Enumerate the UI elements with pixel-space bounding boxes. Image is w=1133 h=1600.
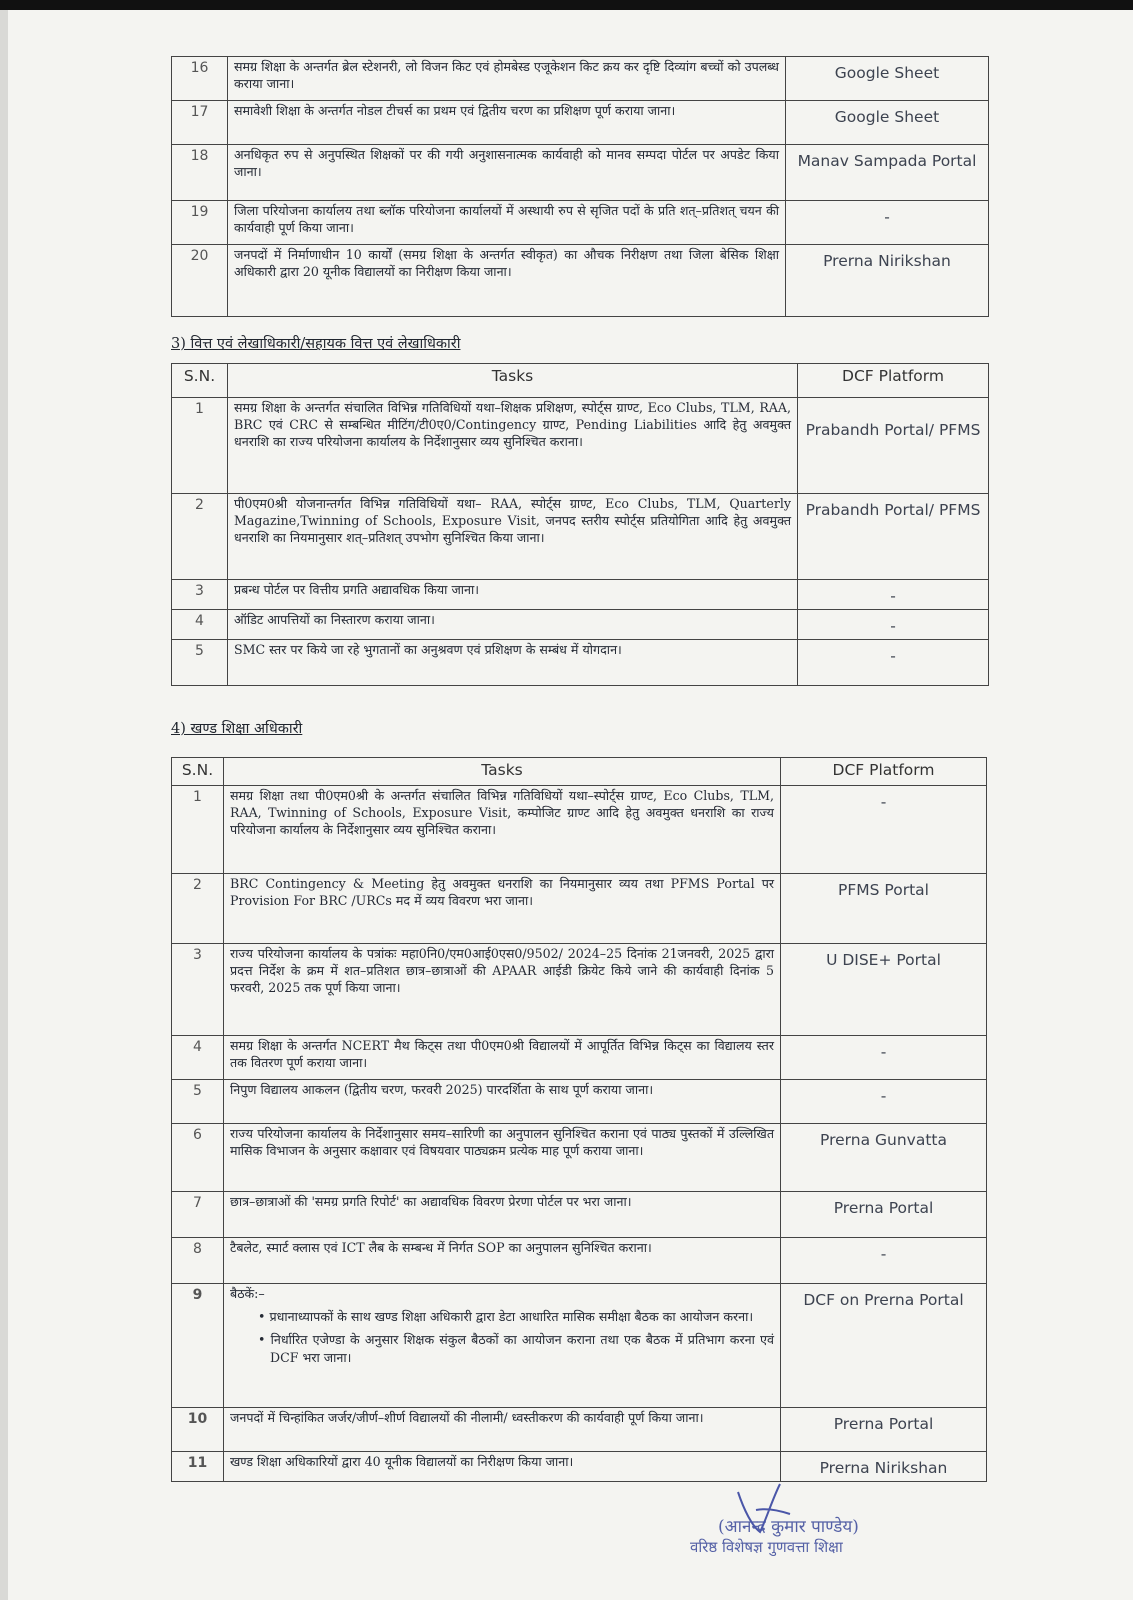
table-row (172, 580, 989, 610)
row-platform: PFMS Portal (781, 874, 987, 944)
header-sn: S.N. (172, 758, 224, 786)
row-task: निपुण विद्यालय आकलन (द्वितीय चरण, फरवरी 2025) पारदर्शिता के साथ पूर्ण कराया जाना। (224, 1080, 781, 1124)
header-platform: DCF Platform (781, 758, 987, 786)
row-platform: Prerna Nirikshan (781, 1452, 987, 1482)
table-row (172, 145, 989, 201)
row-number: 8 (172, 1238, 224, 1284)
row-number: 19 (172, 201, 228, 245)
row-platform: - (781, 1036, 987, 1080)
row-platform: - (798, 580, 989, 610)
row-platform: Prerna Portal (781, 1408, 987, 1452)
table-row (172, 640, 989, 686)
row-platform: - (781, 1080, 987, 1124)
table-row (172, 1452, 987, 1482)
table-row (172, 1284, 987, 1408)
row-task: छात्र–छात्राओं की 'समग्र प्रगति रिपोर्ट' का अद्यावधिक विवरण प्रेरणा पोर्टल पर भरा जाना। (224, 1192, 781, 1238)
scan-top-edge (0, 0, 1133, 10)
row-task: पी0एम0श्री योजनान्तर्गत विभिन्न गतिविधियों यथा– RAA, स्पोर्ट्स ग्राण्ट, Eco Clubs, TLM, Quarterly Magazine,Twinning of Schools, Exposure Visit, जनपद स्तरीय स्पोर्ट्स प्रतियोगिता आदि हेतु अवमुक्त धनराशि का नियमानुसार शत्–प्रतिशत् उपभोग सुनिश्चित किया जाना। (228, 494, 798, 580)
row-number: 6 (172, 1124, 224, 1192)
row-task: टैबलेट, स्मार्ट क्लास एवं ICT लैब के सम्बन्ध में निर्गत SOP का अनुपालन सुनिश्चित कराना। (224, 1238, 781, 1284)
row-platform: - (781, 1238, 987, 1284)
table-row (172, 201, 989, 245)
row-number: 9 (172, 1284, 224, 1408)
row-number: 20 (172, 245, 228, 317)
header-sn: S.N. (172, 364, 228, 398)
header-tasks: Tasks (228, 364, 798, 398)
row-task: खण्ड शिक्षा अधिकारियों द्वारा 40 यूनीक विद्यालयों का निरीक्षण किया जाना। (224, 1452, 781, 1482)
table-row (172, 610, 989, 640)
row-number: 18 (172, 145, 228, 201)
table-row (172, 944, 987, 1036)
row-platform: U DISE+ Portal (781, 944, 987, 1036)
header-tasks: Tasks (224, 758, 781, 786)
row-number: 4 (172, 610, 228, 640)
row-task: SMC स्तर पर किये जा रहे भुगतानों का अनुश्रवण एवं प्रशिक्षण के सम्बंध में योगदान। (228, 640, 798, 686)
row-platform: Manav Sampada Portal (786, 145, 989, 201)
table-row (172, 245, 989, 317)
row-number: 1 (172, 398, 228, 494)
table-row (172, 398, 989, 494)
row-task: समग्र शिक्षा के अन्तर्गत ब्रेल स्टेशनरी, लो विजन किट एवं होमबेस्ड एजूकेशन किट क्रय कर दृष्टि दिव्यांग बच्चों को उपलब्ध कराया जाना। (228, 57, 786, 101)
row-task: समावेशी शिक्षा के अन्तर्गत नोडल टीचर्स का प्रथम एवं द्वितीय चरण का प्रशिक्षण पूर्ण कराया जाना। (228, 101, 786, 145)
row-task: अनधिकृत रुप से अनुपस्थित शिक्षकों पर की गयी अनुशासनात्मक कार्यवाही को मानव सम्पदा पोर्टल पर अपडेट किया जाना। (228, 145, 786, 201)
signatory-name: (आनन्द कुमार पाण्डेय) (718, 1517, 859, 1537)
row-task: जनपदों में निर्माणाधीन 10 कार्यों (समग्र शिक्षा के अन्तर्गत स्वीकृत) का औचक निरीक्षण तथा जिला बेसिक शिक्षा अधिकारी द्वारा 20 यूनीक विद्यालयों का निरीक्षण किया जाना। (228, 245, 786, 317)
table-row (172, 494, 989, 580)
table-row (172, 874, 987, 944)
row-platform: Prabandh Portal/ PFMS (798, 398, 989, 494)
bullet-text: प्रधानाध्यापकों के साथ खण्ड शिक्षा अधिकारी द्वारा डेटा आधारित मासिक समीक्षा बैठक का आयोजन करना। (269, 1309, 754, 1325)
row-number: 2 (172, 494, 228, 580)
row-platform: - (786, 201, 989, 245)
row-number: 1 (172, 786, 224, 874)
bullet-item: • निर्धारित एजेण्डा के अनुसार शिक्षक संकुल बैठकों का आयोजन कराना तथा एक बैठक में प्रतिभाग करना एवं DCF भरा जाना। (258, 1332, 774, 1365)
row-number: 11 (172, 1452, 224, 1482)
table-row (172, 1238, 987, 1284)
row-platform: Prerna Nirikshan (786, 245, 989, 317)
signature-block (690, 1514, 859, 1557)
bullet-text: निर्धारित एजेण्डा के अनुसार शिक्षक संकुल बैठकों का आयोजन कराना तथा एक बैठक में प्रतिभाग करना एवं DCF भरा जाना। (270, 1332, 774, 1365)
table-row (172, 1408, 987, 1452)
row-task: जिला परियोजना कार्यालय तथा ब्लॉक परियोजना कार्यालयों में अस्थायी रुप से सृजित पदों के प्रति शत्–प्रतिशत् चयन की कार्यवाही पूर्ण किया जाना। (228, 201, 786, 245)
row-number: 2 (172, 874, 224, 944)
row-platform: - (798, 640, 989, 686)
row-number: 5 (172, 1080, 224, 1124)
row-platform: Google Sheet (786, 57, 989, 101)
row-task: BRC Contingency & Meeting हेतु अवमुक्त धनराशि का नियमानुसार व्यय तथा PFMS Portal पर Provision For BRC /URCs मद में व्यय विवरण भरा जाना। (224, 874, 781, 944)
row-number: 16 (172, 57, 228, 101)
scan-left-edge (0, 10, 8, 1600)
row-task: समग्र शिक्षा तथा पी0एम0श्री के अन्तर्गत संचालित विभिन्न गतिविधियों यथा–स्पोर्ट्स ग्राण्ट, Eco Clubs, TLM, RAA, Twinning of Schools, Exposure Visit, कम्पोजिट ग्राण्ट आदि हेतु अवमुक्त धनराशि का राज्य परियोजना कार्यालय के निर्देशानुसार व्यय सुनिश्चित कराना। (224, 786, 781, 874)
row-task: राज्य परियोजना कार्यालय के पत्रांकः महा0नि0/एम0आई0एस0/9502/ 2024–25 दिनांक 21जनवरी, 2025 द्वारा प्रदत्त निर्देश के क्रम में शत–प्रतिशत छात्र–छात्राओं की APAAR आईडी क्रियेट किये जाने की कार्यवाही दिनांक 5 फरवरी, 2025 तक पूर्ण किया जाना। (224, 944, 781, 1036)
row-platform: Google Sheet (786, 101, 989, 145)
meetings-label: बैठकें:– (230, 1286, 265, 1301)
row-platform: Prerna Gunvatta (781, 1124, 987, 1192)
row-task (224, 1284, 781, 1408)
table-row (172, 786, 987, 874)
table-section4 (171, 757, 987, 1482)
row-task: राज्य परियोजना कार्यालय के निर्देशानुसार समय–सारिणी का अनुपालन सुनिश्चित कराना एवं पाठ्य पुस्तकों में उल्लिखित मासिक विभाजन के अनुसार कक्षावार एवं विषयवार पाठ्यक्रम प्रत्येक माह पूर्ण कराया जाना। (224, 1124, 781, 1192)
table-row (172, 1036, 987, 1080)
signature-stroke (730, 1480, 800, 1540)
row-platform: DCF on Prerna Portal (781, 1284, 987, 1408)
table-header-row (172, 364, 989, 398)
section4-heading: 4) खण्ड शिक्षा अधिकारी (171, 721, 303, 737)
row-task: समग्र शिक्षा के अन्तर्गत संचालित विभिन्न गतिविधियों यथा–शिक्षक प्रशिक्षण, स्पोर्ट्स ग्राण्ट, Eco Clubs, TLM, RAA, BRC एवं CRC से सम्बन्धित मीटिंग/टी0ए0/Contingency ग्राण्ट, Pending Liabilities आदि हेतु अवमुक्त धनराशि का राज्य परियोजना कार्यालय के निर्देशानुसार व्यय सुनिश्चित कराना। (228, 398, 798, 494)
row-number: 3 (172, 944, 224, 1036)
table-row (172, 101, 989, 145)
row-number: 5 (172, 640, 228, 686)
table-row (172, 1124, 987, 1192)
signatory-designation: वरिष्ठ विशेषज्ञ गुणवत्ता शिक्षा (690, 1538, 843, 1556)
bullet-item: • प्रधानाध्यापकों के साथ खण्ड शिक्षा अधिकारी द्वारा डेटा आधारित मासिक समीक्षा बैठक का आयोजन करना। (258, 1309, 754, 1325)
row-task: जनपदों में चिन्हांकित जर्जर/जीर्ण–शीर्ण विद्यालयों की नीलामी/ ध्वस्तीकरण की कार्यवाही पूर्ण किया जाना। (224, 1408, 781, 1452)
row-platform: Prerna Portal (781, 1192, 987, 1238)
row-platform: - (798, 610, 989, 640)
row-number: 10 (172, 1408, 224, 1452)
row-number: 3 (172, 580, 228, 610)
row-task: समग्र शिक्षा के अन्तर्गत NCERT मैथ किट्स तथा पी0एम0श्री विद्यालयों में आपूर्तित विभिन्न किट्स का विद्यालय स्तर तक वितरण पूर्ण कराया जाना। (224, 1036, 781, 1080)
table-row (172, 1080, 987, 1124)
section3-heading: 3) वित्त एवं लेखाधिकारी/सहायक वित्त एवं लेखाधिकारी (171, 336, 461, 352)
table-section2-continued (171, 56, 989, 317)
table-section3 (171, 363, 989, 686)
table-header-row (172, 758, 987, 786)
table-row (172, 1192, 987, 1238)
table-row (172, 57, 989, 101)
row-number: 17 (172, 101, 228, 145)
row-number: 7 (172, 1192, 224, 1238)
header-platform: DCF Platform (798, 364, 989, 398)
row-number: 4 (172, 1036, 224, 1080)
row-task: ऑडिट आपत्तियों का निस्तारण कराया जाना। (228, 610, 798, 640)
row-task: प्रबन्ध पोर्टल पर वित्तीय प्रगति अद्यावधिक किया जाना। (228, 580, 798, 610)
row-platform: Prabandh Portal/ PFMS (798, 494, 989, 580)
row-platform: - (781, 786, 987, 874)
